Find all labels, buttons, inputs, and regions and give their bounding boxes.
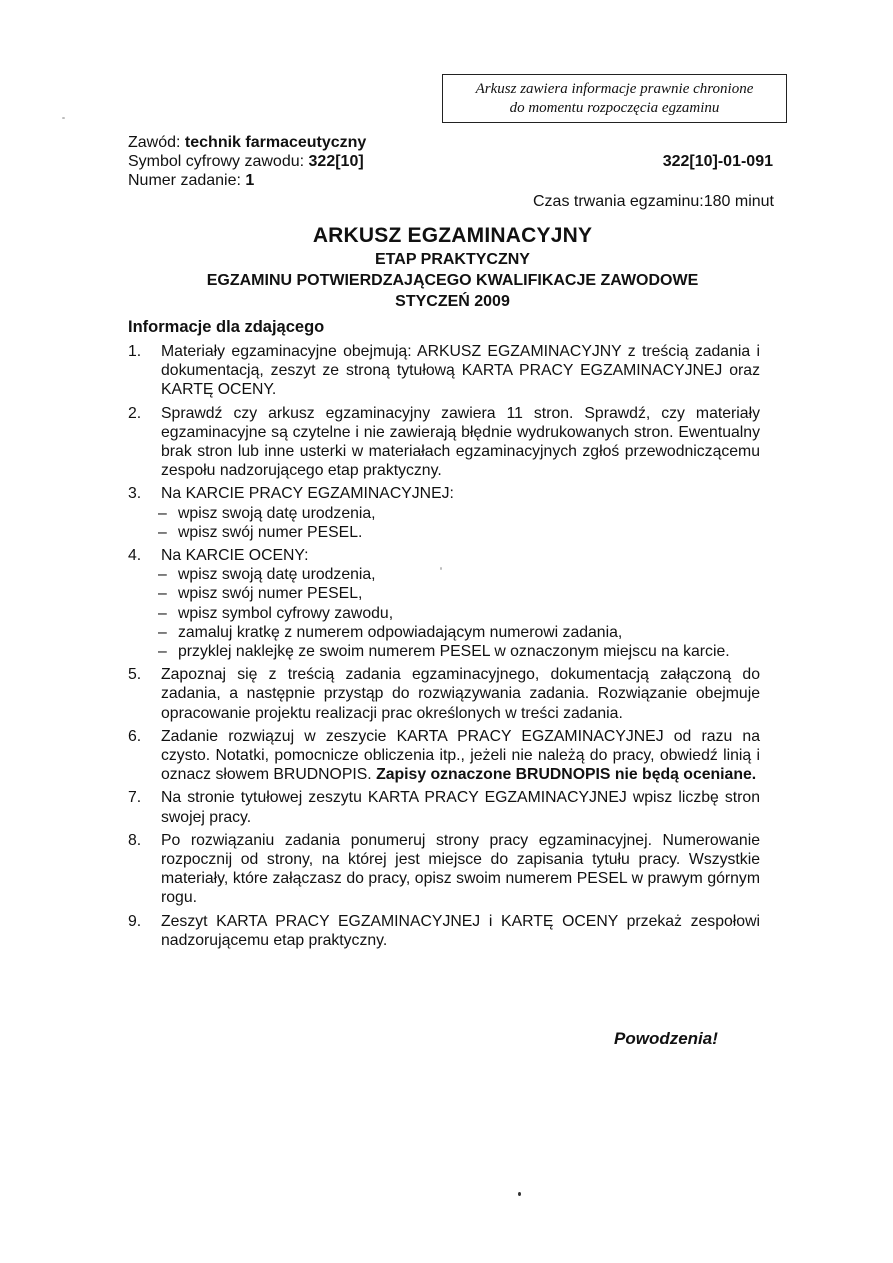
list-item (128, 912, 760, 950)
item-number: 1. (128, 343, 142, 360)
exam-title: EGZAMINU POTWIERDZAJĄCEGO KWALIFIKACJE ZAWODOWE (206, 272, 699, 289)
item-number: 3. (128, 485, 142, 503)
item-number: 6. (128, 727, 142, 745)
list-item (128, 727, 760, 785)
item-text: Materiały egzaminacyjne obejmują: ARKUSZ EGZAMINACYJNY z treścią zadania i dokumentacją, zeszyt ze stroną tytułową KARTA PRACY EGZAMINACYJNEJ oraz KARTĘ OCENY. (161, 343, 760, 399)
item-number: 2. (128, 404, 142, 422)
scan-speck (440, 567, 442, 570)
sub-item-text: wpisz symbol cyfrowy zawodu, (178, 604, 394, 622)
sub-item: – wpisz swoją datę urodzenia, (158, 504, 760, 523)
date-title: STYCZEŃ 2009 (395, 293, 510, 310)
sub-item: – wpisz symbol cyfrowy zawodu, (158, 604, 760, 623)
list-item (128, 665, 760, 723)
sub-item-text: wpisz swoją datę urodzenia, (178, 566, 376, 584)
item-text: Zapoznaj się z treścią zadania egzaminacyjnego, dokumentacją załączoną do zadania, a następnie przystąp do rozwiązywania zadania. Rozwiązanie obejmuje opracowanie projektu realizacji prac określonych w treści zadania. (161, 666, 760, 722)
task-value: 1 (245, 172, 255, 189)
list-item (128, 404, 760, 481)
item-text: Na KARCIE OCENY: (161, 547, 309, 565)
item-text: Na stronie tytułowej zeszytu KARTA PRACY EGZAMINACYJNEJ wpisz liczbę stron swojej pracy. (161, 789, 760, 826)
item-number: 9. (128, 912, 142, 930)
exam-code: 322[10]-01-091 (662, 153, 773, 170)
sub-item: – wpisz swoją datę urodzenia, (158, 565, 760, 584)
sub-item: – przyklej naklejkę ze swoim numerem PESEL w oznaczonym miejscu na karcie. (158, 642, 760, 661)
item-text: Po rozwiązaniu zadania ponumeruj strony pracy egzaminacyjnej. Numerowanie rozpocznij od strony, na której jest miejsce do zapisania tytułu pracy. Wszystkie materiały, które załączasz do pracy, opisz swoim numerem PESEL w prawym górnym rogu. (161, 831, 760, 907)
item-number: 5. (128, 666, 142, 684)
item-number: 4. (128, 547, 142, 565)
task-label: Numer zadanie: (128, 172, 246, 189)
list-item (128, 484, 760, 542)
symbol-label: Symbol cyfrowy zawodu: (128, 153, 309, 170)
item-text: Zadanie rozwiązuj w zeszycie KARTA PRACY EGZAMINACYJNEJ od razu na czysto. Notatki, pomocnicze obliczenia itp., jeżeli nie należą do pracy, obwiedź linią i oznacz słowem BRUDNOPIS. (161, 727, 760, 784)
profession-label: Zawód: (128, 134, 185, 151)
symbol-row (128, 152, 366, 171)
main-title: ARKUSZ EGZAMINACYJNY (312, 224, 593, 247)
symbol-value: 322[10] (308, 153, 364, 170)
notice-line-1: Arkusz zawiera informacje prawnie chronione (475, 81, 754, 97)
item-text: Na KARCIE PRACY EGZAMINACYJNEJ: (161, 485, 454, 503)
closing-text: Powodzenia! (614, 1029, 718, 1048)
notice-line-2: do momentu rozpoczęcia egzaminu (509, 100, 720, 116)
info-heading: Informacje dla zdającego (128, 318, 325, 336)
sub-item: – wpisz swój numer PESEL, (158, 584, 760, 603)
exam-duration: Czas trwania egzaminu:180 minut (532, 193, 774, 210)
task-row (128, 171, 366, 190)
item-number: 8. (128, 831, 142, 849)
sub-item-text: wpisz swój numer PESEL, (178, 585, 363, 603)
list-item (128, 788, 760, 826)
sub-item-text: wpisz swój numer PESEL. (178, 523, 363, 541)
item-bold-text: Zapisy oznaczone BRUDNOPIS nie będą oceniane. (376, 766, 757, 784)
sub-item: – zamaluj kratkę z numerem odpowiadającym numerowi zadania, (158, 623, 760, 642)
item-number: 7. (128, 789, 142, 807)
exam-meta (128, 133, 366, 190)
sub-item: – wpisz swój numer PESEL. (158, 523, 760, 542)
sub-item-text: wpisz swoją datę urodzenia, (178, 504, 376, 522)
sub-item-text: zamaluj kratkę z numerem odpowiadającym numerowi zadania, (178, 623, 623, 641)
list-item (128, 342, 760, 400)
stage-title: ETAP PRAKTYCZNY (375, 251, 530, 268)
list-item (128, 546, 760, 661)
instructions-list (128, 342, 760, 954)
item-text: Zeszyt KARTA PRACY EGZAMINACYJNEJ i KARTĘ OCENY przekaż zespołowi nadzorującemu etap praktyczny. (161, 912, 760, 949)
profession-row (128, 133, 366, 152)
title-block (100, 222, 805, 312)
sub-item-text: przyklej naklejkę ze swoim numerem PESEL w oznaczonym miejscu na karcie. (178, 643, 730, 661)
scan-speck (518, 1192, 521, 1196)
legal-notice-box (442, 74, 787, 123)
scan-speck (62, 117, 65, 119)
item-text: Sprawdź czy arkusz egzaminacyjny zawiera 11 stron. Sprawdź, czy materiały egzaminacyjne są czytelne i nie zawierają błędnie wydrukowanych stron. Ewentualny brak stron lub inne usterki w materiałach egzaminacyjnych zgłoś przewodniczącemu zespołu nadzorującego etap praktyczny. (161, 404, 760, 480)
profession-value: technik farmaceutyczny (184, 134, 367, 151)
list-item (128, 831, 760, 908)
